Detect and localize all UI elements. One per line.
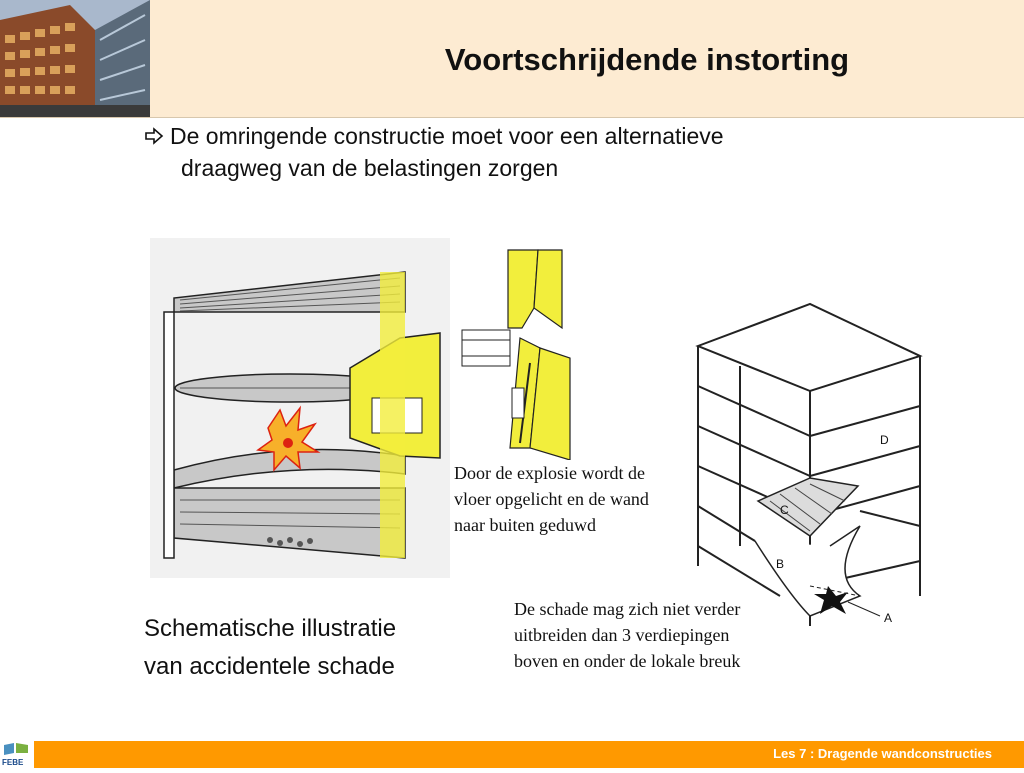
label-b: B <box>776 557 785 571</box>
slide-title: Voortschrijdende instorting <box>444 42 850 77</box>
explosion-section-illustration <box>150 238 450 583</box>
joint-detail-illustration <box>460 248 610 465</box>
febe-logo <box>0 741 34 768</box>
bullet-line-2: draagweg van de belastingen zorgen <box>181 155 559 181</box>
footer-course-label: Les 7 : Dragende wandconstructies <box>773 746 992 761</box>
caption-line-1: Schematische illustratie <box>144 615 397 642</box>
explosion-note: Door de explosie wordt de vloer opgelicht en de wand naar buiten geduwd <box>454 463 649 535</box>
bullet-point <box>144 120 904 184</box>
damage-note: De schade mag zich niet verder uitbreiden dan 3 verdiepingen boven en onder de lokale breuk <box>514 599 741 671</box>
bullet-line-1: De omringende constructie moet voor een alternatieve <box>170 123 724 149</box>
label-d: D <box>880 433 889 447</box>
figure-caption <box>144 610 396 686</box>
building-photo <box>0 0 150 117</box>
outline-arrow-icon <box>144 120 170 152</box>
label-c: C <box>780 503 789 517</box>
label-a: A <box>884 611 893 625</box>
logo-text: FEBE <box>2 758 24 767</box>
caption-line-2: van accidentele schade <box>144 653 395 680</box>
